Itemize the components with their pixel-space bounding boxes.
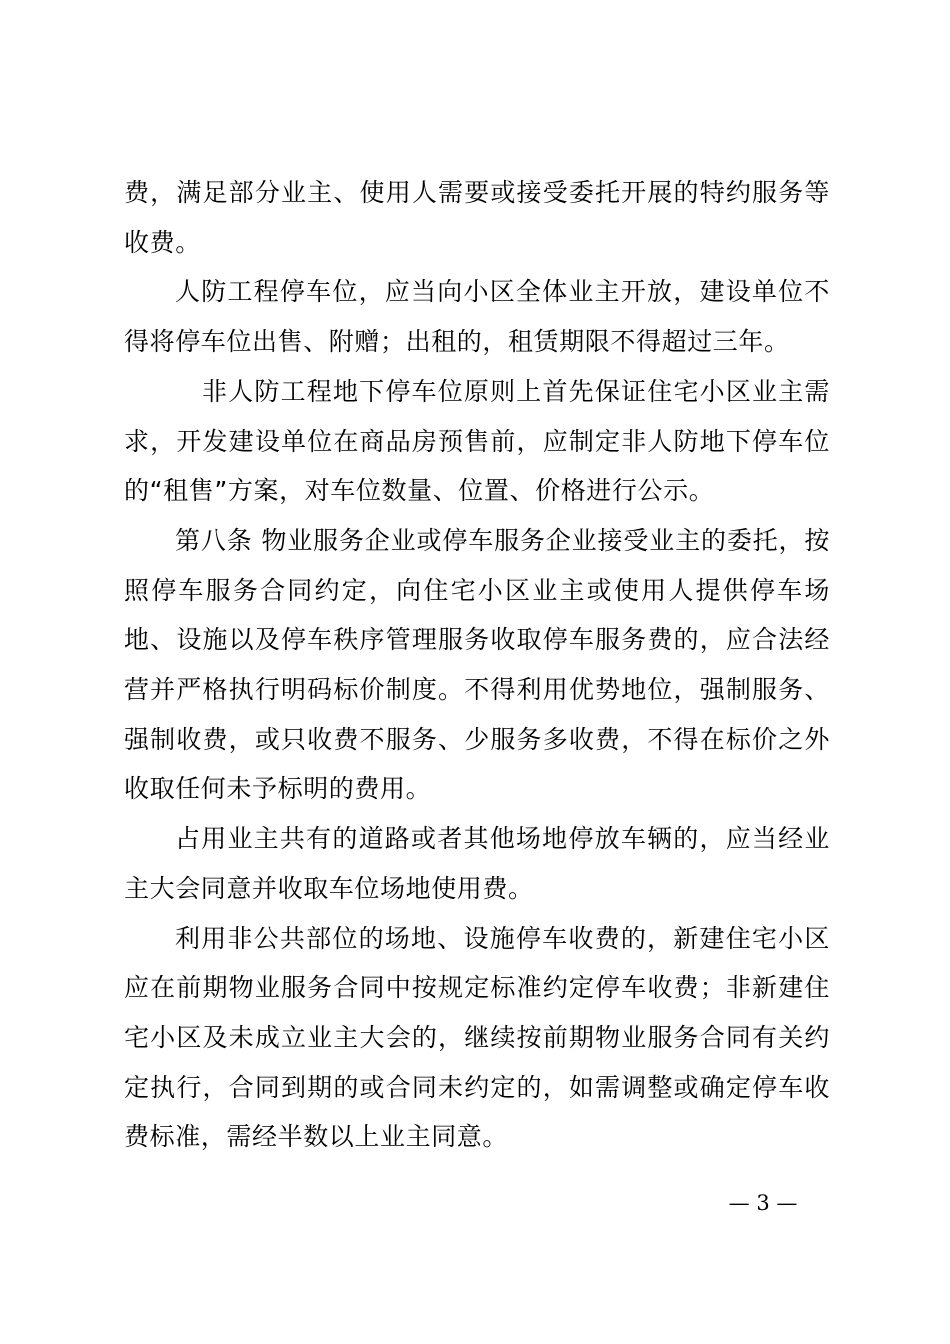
paragraph-shared-road-parking: 占用业主共有的道路或者其他场地停放车辆的，应当经业主大会同意并收取车位场地使用费。 [124,824,830,903]
paragraph-civil-defense-parking: 人防工程停车位，应当向小区全体业主开放，建设单位不得将停车位出售、附赠；出租的，租赁期限不得超过三年。 [124,277,830,357]
paragraph-continuation: 费，满足部分业主、使用人需要或接受委托开展的特约服务等收费。 [124,178,830,257]
document-body [124,168,830,1162]
page-number: — 3 — [728,1191,798,1215]
paragraph-non-civil-defense-parking: 非人防工程地下停车位原则上首先保证住宅小区业主需求，开发建设单位在商品房预售前，应制定非人防地下停车位的“租售”方案，对车位数量、位置、价格进行公示。 [124,376,830,506]
paragraph-non-public-parking-fee: 利用非公共部位的场地、设施停车收费的，新建住宅小区应在前期物业服务合同中按规定标准约定停车收费；非新建住宅小区及未成立业主大会的，继续按前期物业服务合同有关约定执行，合同到期的或合同未约定的，如需调整或确定停车收费标准，需经半数以上业主同意。 [124,923,830,1152]
paragraph-article-eight: 第八条 物业服务企业或停车服务企业接受业主的委托，按照停车服务合同约定，向住宅小区业主或使用人提供停车场地、设施以及停车秩序管理服务收取停车服务费的，应合法经营并严格执行明码标价制度。不得利用优势地位，强制服务、强制收费，或只收费不服务、少服务多收费，不得在标价之外收取任何未予标明的费用。 [124,525,830,804]
